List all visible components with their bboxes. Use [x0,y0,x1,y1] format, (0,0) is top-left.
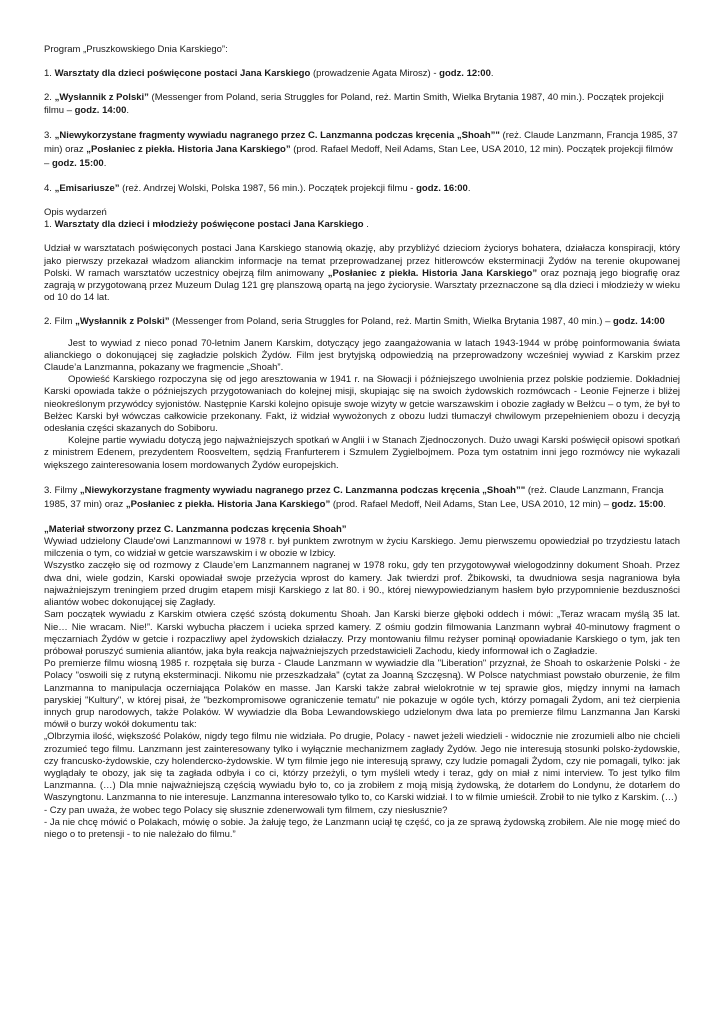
material-paragraph-3: Sam początek wywiadu z Karskim otwiera część szóstą dokumentu Shoah. Jan Karski bierze głęboki oddech i mówi: „Teraz wracam myślą 35 lat. Nie… Nie wracam. Nie!”. Karski wybucha płaczem i ucieka sprzed kamery. Z ośmiu godzin filmowania Lanzmann wybrał 40-minutowy fragment o męczarniach Żydów w getcie i rozpaczliwy apel żydowskich działaczy. Przy montowaniu filmu reżyser pominął opowiadanie Karskiego o tym, jak ten próbował poruszyć sumienia aliantów, jaka była reakcja najważniejszych przedstawicieli Zachodu, kiedy informował ich o Zagładzie. [44,609,680,657]
item-info: (reż. Claude Lanzmann, Francja 1985, 37 min) oraz [44,129,678,155]
item-number: 4. [44,182,52,194]
item-title: „Niewykorzystane fragmenty wywiadu nagranego przez C. Lanzmanna podczas kręcenia „Shoah”" [54,129,500,141]
section-title: „Niewykorzystane fragmenty wywiadu nagranego przez C. Lanzmanna podczas kręcenia „Shoah”" [79,484,526,496]
item-title: „Wysłannik z Polski” [54,92,149,104]
material-quote: „Olbrzymia ilość, większość Polaków, nigdy tego filmu nie widziała. Po drugie, Polacy - nawet jeżeli wiedzieli - widocznie nie zrozumieli albo nie chcieli zrozumieć tego filmu. Lanzmann jest zainteresowany tylko i wyłącznie mechanizmem zagłady Żydów. Jego nie interesują stosunki polsko-żydowskie, czy francusko-żydowskie, czy holenderско-żydowskie. W tym filmie jego nie interesują sprawy, czy ludzie pomagali Żydom, czy nie pomagali, tylko: jak wyglądały te obozy, jak się ta zagłada odbyła i co ci, którzy przeżyli, o tym myśleli wtedy i teraz, gdy on miał z nimi interview. To jest tylko film Lanzmanna. (…) Dla mnie najważniejszą częścią wywiadu było to, co ja zrobiłem z moją misją żydowską, że dotarłem do Londynu, że dotarłem do Waszyngtonu. Lanzmanna to nie interesuje. Lanzmanna interesowało tylko to, co Karski widział. I to w filmie umieścił. Zrobił to nie tylko z Karskim. (…) [44,731,680,804]
material-heading: „Materiał stworzony przez C. Lanzmanna podczas kręcenia Shoah” [44,523,347,535]
material-paragraph-4: Po premierze filmu wiosną 1985 r. rozpętała się burza - Claude Lanzmann w wywiadzie dla "Liberation" przyznał, że Shoah to oskarżenie Polski - że Polacy "oswoili się z rutyną eksterminacji. Nikomu nie przeszkadzała" (cytat za Joanną Szczęsną). W Polsce natychmiast powstało oburzenie, że film Lanzmanna to manipulacja oczerniająca Polaków en masse. Jan Karski także zabrał wielokrotnie w tej sprawie głos, między innymi na łamach paryskiej "Kultury", w której pisał, że "bezkompromisowe ograniczenie tematu" nie pokazuje w ogóle tych, którzy pomagali Żydom, ani też cierpienia innych grup narodowych, także Polaków. W wywiadzie dla Boba Lewandowskiego udzielonym dwa lata po premierze filmu Lanzmanna Jan Karski mówił o burzy wokół dokumentu tak: [44,658,680,731]
program-item-4: 4. „Emisariusze” (reż. Andrzej Wolski, Polska 1987, 56 min.). Początek projekcji filmu - godz. 16:00. [44,182,471,194]
section-time: godz. 14:00 [613,316,665,328]
events-heading: Opis wydarzeń [44,207,107,219]
material-answer: - Ja nie chcę mówić o Polakach, mówię o sobie. Ja żałuję tego, że Lanzmann uciął tę część, co ja ze sprawą żydowską zrobiłem. Ale nie mogę mieć do niego o to pretensji - to nie należało do filmu.” [44,816,680,840]
section-2-paragraph-2: Opowieść Karskiego rozpoczyna się od jego aresztowania w 1941 r. na Słowacji i późniejszego uwolnienia przez polskie podziemie. Dokładniej Karski opowiada także o późniejszych przygotowaniach do kolejnej misji, skupiając się na swoich żydowskich rozmówcach - Leonie Fejnerze i bliżej nieokreślonym przywódcy syjonistów. Następnie Karski kolejno opisuje swoje wizyty w getcie warszawskim i obozie zagłady w Bełżcu – o tym, że był to Bełżec Karski był wówczas całkowicie przekonany. Fakt, iż widział wywożonych z obozu ludzi tłumaczył chwilowym przepełnieniem obozu i decyzją odesłania części skazanych do Sobiboru. [44,374,680,435]
item-title-2: „Posłaniec z piekła. Historia Jana Karskiego” [86,143,291,155]
item-info: (reż. Andrzej Wolski, Polska 1987, 56 min.). Początek projekcji filmu - [122,182,414,194]
section-title-2: „Posłaniec z piekła. Historia Jana Karskiego” [125,498,331,510]
section-2-paragraph-1: Jest to wywiad z nieco ponad 70-letnim Janem Karskim, dotyczący jego zaangażowania w latach 1943-1944 w próbę poinformowania świata alianckiego o dokonującej się zagładzie polskich Żydów. Film jest brytyjską odpowiedzią na przeprowadzony wcześniej wywiad z Karskim przez Claude’a Lanzmanna, pokazany we fragmencie „Shoah”. [44,337,680,374]
section-2-paragraph-3: Kolejne partie wywiadu dotyczą jego najważniejszych spotkań w Anglii i w Stanach Zjednoczonych. Dużo uwagi Karski poświęcił opisowi spotkań z ministrem Edenem, prezydentem Roosveltem, sędzią Franfurterem i Szmulem Zygielbojmem. Poza tym ostatnim inni jego rozmówcy nie wykazali większego zainteresowania losem mordowanych Żydów europejskich. [44,435,680,471]
item-info: (Messenger from Poland, seria Struggles for Poland, reż. Martin Smith, Wielka Brytania 1987, 40 min.). Początek projekcji filmu – [44,92,664,116]
program-item-1: 1. Warsztaty dla dzieci poświęcone postaci Jana Karskiego (prowadzenie Agata Mirosz) - godz. 12:00. [44,68,494,80]
section-3-heading: 3. Filmy „Niewykorzystane fragmenty wywiadu nagranego przez C. Lanzmanna podczas kręcenia „Shoah”" (reż. Claude Lanzmann, Francja 1985, 37 min) oraz „Posłaniec z piekła. Historia Jana Karskiego” (prod. Rafael Medoff, Neil Adams, Stan Lee, USA 2010, 12 min) – godz. 15:00. [44,484,666,510]
section-title: „Wysłannik z Polski” [75,316,170,328]
section-2-heading: 2. Film „Wysłannik z Polski” (Messenger from Poland, seria Struggles for Poland, reż. Martin Smith, Wielka Brytania 1987, 40 min.) – godz. 14:00 [44,316,665,328]
item-time: godz. 15:00 [51,157,104,169]
item-number: 3. [44,129,52,141]
item-title: Warsztaty dla dzieci poświęcone postaci Jana Karskiego [54,68,311,80]
section-1-heading: 1. Warsztaty dla dzieci i młodzieży poświęcone postaci Jana Karskiego . [44,219,369,231]
program-item-3: 3. „Niewykorzystane fragmenty wywiadu nagranego przez C. Lanzmanna podczas kręcenia „Shoah”" (reż. Claude Lanzmann, Francja 1985, 37 min) oraz „Posłaniec z piekła. Historia Jana Karskiego” (prod. Rafael Medoff, Neil Adams, Stan Lee, USA 2010, 12 min). Początek projekcji filmów – godz. 15:00. [44,129,678,169]
document-page [44,44,680,841]
item-number: 2. [44,92,52,104]
item-number: 1. [44,68,52,80]
material-paragraph-2: Wszystko zaczęło się od rozmowy z Claude’em Lanzmannem nagranej w 1978 roku, gdy ten przygotowywał wielogodzinny dokument Shoah. Przez dwa dni, wiele godzin, Karski opowiadał swoje przeżycia wprost do kamery. Jak twierdzi prof. Żbikowski, ta dwudniowa sesja nagraniowa była najważniejszym treningiem przed drugim etapem misji Karskiego z lat 80. i 90., której niewypowiedzianym hasłem było przypomnienie bezduszności aliantów wobec dokonującej się Zagłady. [44,560,680,609]
program-item-2: 2. „Wysłannik z Polski” (Messenger from Poland, seria Struggles for Poland, reż. Martin Smith, Wielka Brytania 1987, 40 min.). Początek projekcji filmu – godz. 14:00. [44,92,664,116]
item-info: (prowadzenie Agata Mirosz) - [312,68,437,80]
item-time: godz. 12:00 [439,68,491,80]
item-title: „Emisariusze” [54,182,120,194]
item-time: godz. 16:00 [416,182,468,194]
program-title: Program „Pruszkowskiego Dnia Karskiego”: [44,44,228,55]
material-question: - Czy pan uważa, że wobec tego Polacy się słusznie zdenerwowali tym filmem, czy niesłusznie? [44,804,448,816]
item-info-2: (prod. Rafael Medoff, Neil Adams, Stan Lee, USA 2010, 12 min). Początek projekcji filmów – [44,143,673,169]
section-1-paragraph: Udział w warsztatach poświęconych postaci Jana Karskiego stanowią okazję, aby przybliżyć dzieciom życiorys bohatera, działacza konspiracji, który jako pierwszy przekazał władzom alianckim informacje na temat przeprowadzanej przez hitlerowców eksterminacji Żydów na terenie okupowanej Polski. W ramach warsztatów uczestnicy obejrzą film animowany „Posłaniec z piekła. Historia Jana Karskiego” oraz poznają jego biografię oraz zagrają w przygotowaną przez Muzeum Dulag 121 grę planszową opartą na jego życiorysie. Warsztaty przeznaczone są dla dzieci i młodzieży w wieku od 10 do 14 lat. [44,243,681,304]
section-time: godz. 15:00 [611,498,664,510]
section-title: Warsztaty dla dzieci i młodzieży poświęcone postaci Jana Karskiego [54,219,364,231]
material-paragraph-1: Wywiad udzielony Claude'owi Lanzmannowi w 1978 r. był punktem zwrotnym w życiu Karskiego. Jemu pierwszemu opowiedział po trzydziestu latach milczenia o tym, co widział w getcie warszawskim i w obozie w Izbicy. [44,536,680,560]
item-time: godz. 14:00 [74,104,127,116]
